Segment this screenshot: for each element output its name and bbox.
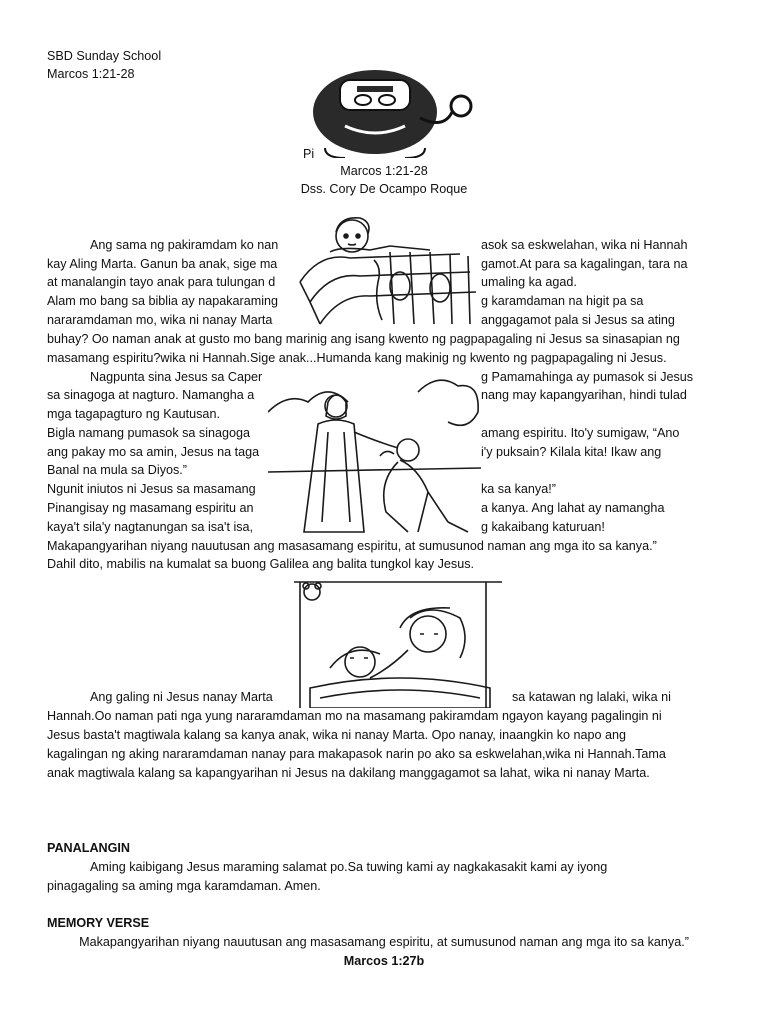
mother-child-illustration xyxy=(290,578,512,708)
prayer-line-1: Aming kaibigang Jesus maraming salamat po.Sa tuwing kami ay nagkakasakit kami ay iyong xyxy=(90,860,608,874)
p3-full-line-3: kagalingan ng aking nararamdaman nanay para makapasok narin po ako sa eskwelahan,wika ni Hannah.Tama xyxy=(47,747,666,761)
p2-line-7-right: ka sa kanya!” xyxy=(481,482,556,496)
p2-line-1-left: Nagpunta sina Jesus sa Caper xyxy=(90,370,263,384)
header-school: SBD Sunday School xyxy=(47,49,162,63)
p1-line-4-right: g karamdaman na higit pa sa xyxy=(481,294,644,308)
header-reference: Marcos 1:21-28 xyxy=(47,67,135,81)
p1-line-4-left: Alam mo bang sa biblia ay napakaraming xyxy=(47,294,279,308)
p1-line-3-right: umaling ka agad. xyxy=(481,275,577,289)
p2-line-3-left: mga tagapagturo ng Kautusan. xyxy=(47,407,220,421)
p1-line-1-right: asok sa eskwelahan, wika ni Hannah xyxy=(481,238,688,252)
p2-line-4-right: amang espiritu. Ito'y sumigaw, “Ano xyxy=(481,426,680,440)
memory-verse-reference: Marcos 1:27b xyxy=(343,954,425,968)
memory-verse-text: Makapangyarihan niyang nauutusan ang masasamang espiritu, at sumusunod naman ang mga ito sa kanya.” xyxy=(79,935,689,949)
p2-line-8-right: a kanya. Ang lahat ay namangha xyxy=(481,501,665,515)
partial-title: Pi xyxy=(303,147,315,159)
p1-line-3-left: at manalangin tayo anak para tulungan d xyxy=(47,275,276,289)
story-reference: Marcos 1:21-28 xyxy=(340,164,428,178)
p2-line-5-left: ang pakay mo sa amin, Jesus na taga xyxy=(47,445,260,459)
doctor-illustration xyxy=(305,70,485,158)
p2-line-2-right: nang may kapangyarihan, hindi tulad xyxy=(481,388,687,402)
p2-line-1-right: g Pamamahinga ay pumasok si Jesus xyxy=(481,370,694,384)
p1-line-5-right: anggagamot pala si Jesus sa ating xyxy=(481,313,675,327)
p1-full-line-1: buhay? Oo naman anak at gusto mo bang marinig ang isang kwento ng pagpapagaling ni Jesus sa sinasapian ng xyxy=(47,332,680,346)
p2-full-line-1: Makapangyarihan niyang nauutusan ang masasamang espiritu, at sumusunod naman ang mga ito sa kanya.” xyxy=(47,539,657,553)
p3-full-line-1: Hannah.Oo naman pati nga yung nararamdaman mo na masamang pakiramdam ngayon kayang pagalingin ni xyxy=(47,709,662,723)
prayer-heading: PANALANGIN xyxy=(47,841,131,855)
memory-verse-heading: MEMORY VERSE xyxy=(47,916,150,930)
p3-line-1-right: sa katawan ng lalaki, wika ni xyxy=(512,690,671,704)
p3-full-line-4: anak magtiwala kalang sa kapangyarihan ni Jesus na dakilang manggagamot sa lahat, wika ni nanay Marta. xyxy=(47,766,650,780)
p2-line-2-left: sa sinagoga at nagturo. Namangha a xyxy=(47,388,255,402)
p2-line-9-left: kaya't sila'y nagtanungan sa isa't isa, xyxy=(47,520,254,534)
p1-full-line-2: masamang espiritu?wika ni Hannah.Sige anak...Humanda kang makinig ng kwento ng pagpapagaling ni Jesus. xyxy=(47,351,667,365)
p2-line-4-left: Bigla namang pumasok sa sinagoga xyxy=(47,426,251,440)
p2-full-line-2: Dahil dito, mabilis na kumalat sa buong Galilea ang balita tungkol kay Jesus. xyxy=(47,557,475,571)
prayer-line-2: pinagagaling sa aming mga karamdaman. Amen. xyxy=(47,879,321,893)
p1-line-2-right: gamot.At para sa kagalingan, tara na xyxy=(481,257,688,271)
p2-line-5-right: i'y puksain? Kilala kita! Ikaw ang xyxy=(481,445,662,459)
p1-line-1-left: Ang sama ng pakiramdam ko nan xyxy=(90,238,279,252)
girl-on-stairs-illustration xyxy=(290,212,480,330)
p2-line-6-left: Banal na mula sa Diyos.” xyxy=(47,463,187,477)
story-author: Dss. Cory De Ocampo Roque xyxy=(300,182,468,196)
p3-full-line-2: Jesus basta't magtiwala kalang sa kanya anak, wika ni nanay Marta. Opo nanay, inaangkin ko napo ang xyxy=(47,728,627,742)
jesus-healing-illustration xyxy=(268,372,481,538)
p2-line-8-left: Pinangisay ng masamang espiritu an xyxy=(47,501,254,515)
p3-line-1-left: Ang galing ni Jesus nanay Marta xyxy=(90,690,273,704)
p1-line-5-left: nararamdaman mo, wika ni nanay Marta xyxy=(47,313,273,327)
p2-line-7-left: Ngunit iniutos ni Jesus sa masamang xyxy=(47,482,256,496)
p1-line-2-left: kay Aling Marta. Ganun ba anak, sige ma xyxy=(47,257,278,271)
p2-line-9-right: g kakaibang katuruan! xyxy=(481,520,605,534)
